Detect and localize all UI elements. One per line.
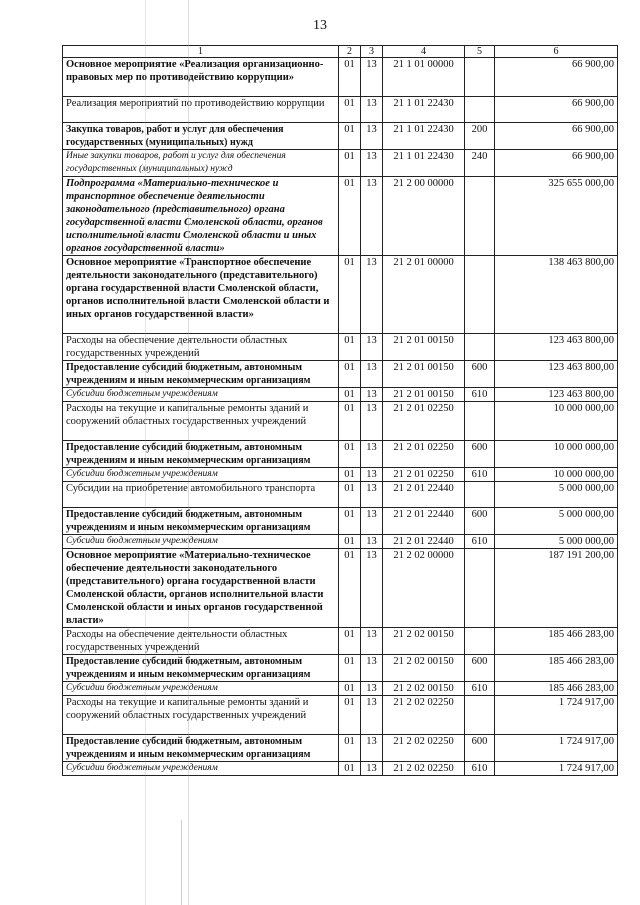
expense-type-cell: 610: [465, 762, 495, 776]
subsection-code-cell: 13: [361, 696, 383, 735]
section-code-cell: 01: [339, 97, 361, 123]
section-code-cell: 01: [339, 388, 361, 402]
target-article-cell: 21 2 01 02250: [383, 441, 465, 468]
expense-type-cell: 600: [465, 441, 495, 468]
section-code-cell: 01: [339, 762, 361, 776]
amount-cell: 10 000 000,00: [495, 402, 618, 441]
section-code-cell: 01: [339, 361, 361, 388]
target-article-cell: 21 2 02 00150: [383, 628, 465, 655]
amount-cell: 1 724 917,00: [495, 696, 618, 735]
header-col-2: 2: [339, 46, 361, 58]
target-article-cell: 21 2 01 00150: [383, 361, 465, 388]
section-code-cell: 01: [339, 482, 361, 508]
target-article-cell: 21 2 01 02250: [383, 468, 465, 482]
amount-cell: 10 000 000,00: [495, 441, 618, 468]
amount-cell: 10 000 000,00: [495, 468, 618, 482]
header-col-5: 5: [465, 46, 495, 58]
target-article-cell: 21 2 01 00150: [383, 334, 465, 361]
section-code-cell: 01: [339, 628, 361, 655]
subsection-code-cell: 13: [361, 735, 383, 762]
amount-cell: 66 900,00: [495, 150, 618, 177]
section-code-cell: 01: [339, 334, 361, 361]
subsection-code-cell: 13: [361, 402, 383, 441]
section-code-cell: 01: [339, 549, 361, 628]
section-code-cell: 01: [339, 402, 361, 441]
subsection-code-cell: 13: [361, 58, 383, 97]
name: Расходы на текущие и капитальные ремонты зданий и сооружений областных государственных учреждений: [63, 696, 339, 735]
expense-type-cell: 240: [465, 150, 495, 177]
amount-cell: 123 463 800,00: [495, 361, 618, 388]
amount-cell: 185 466 283,00: [495, 682, 618, 696]
header-col-6: 6: [495, 46, 618, 58]
expense-type-cell: 200: [465, 123, 495, 150]
amount-cell: 185 466 283,00: [495, 628, 618, 655]
expense-type-cell: [465, 402, 495, 441]
expense-type-cell: 610: [465, 388, 495, 402]
subsection-code-cell: 13: [361, 441, 383, 468]
name: Расходы на обеспечение деятельности областных государственных учреждений: [63, 628, 339, 655]
page-number: 13: [313, 18, 327, 33]
expense-type-cell: 600: [465, 361, 495, 388]
expense-type-cell: 600: [465, 508, 495, 535]
target-article-cell: 21 1 01 22430: [383, 97, 465, 123]
expense-type-cell: [465, 334, 495, 361]
amount-cell: 1 724 917,00: [495, 762, 618, 776]
name: Основное мероприятие «Транспортное обеспечение деятельности законодательного (представительного) органа государственной власти Смоленской области, органов исполнительной власти Смоленской области и иных органов государственной власти»: [63, 256, 339, 334]
section-code-cell: 01: [339, 256, 361, 334]
name: Закупка товаров, работ и услуг для обеспечения государственных (муниципальных) нужд: [63, 123, 339, 150]
subsection-code-cell: 13: [361, 482, 383, 508]
subsection-code-cell: 13: [361, 468, 383, 482]
target-article-cell: 21 2 00 00000: [383, 177, 465, 256]
amount-cell: 66 900,00: [495, 123, 618, 150]
section-code-cell: 01: [339, 150, 361, 177]
subsection-code-cell: 13: [361, 762, 383, 776]
target-article-cell: 21 1 01 00000: [383, 58, 465, 97]
target-article-cell: 21 2 01 22440: [383, 535, 465, 549]
expense-type-cell: 610: [465, 535, 495, 549]
name: Предоставление субсидий бюджетным, автономным учреждениям и иным некоммерческим организациям: [63, 441, 339, 468]
expense-type-cell: [465, 177, 495, 256]
target-article-cell: 21 2 02 02250: [383, 735, 465, 762]
expense-type-cell: [465, 549, 495, 628]
expense-type-cell: 610: [465, 468, 495, 482]
name: Субсидии бюджетным учреждениям: [63, 762, 339, 776]
amount-cell: 5 000 000,00: [495, 482, 618, 508]
section-code-cell: 01: [339, 682, 361, 696]
name: Субсидии бюджетным учреждениям: [63, 535, 339, 549]
expense-type-cell: [465, 696, 495, 735]
name: Субсидии бюджетным учреждениям: [63, 682, 339, 696]
expense-type-cell: [465, 58, 495, 97]
section-code-cell: 01: [339, 735, 361, 762]
name: Основное мероприятие «Материально-техническое обеспечение деятельности законодательного (представительного) органа государственной власти Смоленской области, органов исполнительной власти Смоленской области и иных органов государственной власти»: [63, 549, 339, 628]
target-article-cell: 21 2 02 02250: [383, 762, 465, 776]
expense-type-cell: 600: [465, 735, 495, 762]
name: Субсидии бюджетным учреждениям: [63, 468, 339, 482]
subsection-code-cell: 13: [361, 177, 383, 256]
header-col-1: 1: [63, 46, 339, 58]
expense-type-cell: 610: [465, 682, 495, 696]
scan-artifact-line: [145, 0, 146, 905]
name: Предоставление субсидий бюджетным, автономным учреждениям и иным некоммерческим организациям: [63, 655, 339, 682]
subsection-code-cell: 13: [361, 655, 383, 682]
name: Иные закупки товаров, работ и услуг для обеспечения государственных (муниципальных) нужд: [63, 150, 339, 177]
subsection-code-cell: 13: [361, 334, 383, 361]
section-code-cell: 01: [339, 468, 361, 482]
name: Предоставление субсидий бюджетным, автономным учреждениям и иным некоммерческим организациям: [63, 361, 339, 388]
subsection-code-cell: 13: [361, 628, 383, 655]
amount-cell: 1 724 917,00: [495, 735, 618, 762]
name: Расходы на обеспечение деятельности областных государственных учреждений: [63, 334, 339, 361]
name: Предоставление субсидий бюджетным, автономным учреждениям и иным некоммерческим организациям: [63, 508, 339, 535]
amount-cell: 66 900,00: [495, 97, 618, 123]
subsection-code-cell: 13: [361, 97, 383, 123]
scan-artifact-line: [188, 0, 189, 905]
subsection-code-cell: 13: [361, 123, 383, 150]
section-code-cell: 01: [339, 696, 361, 735]
target-article-cell: 21 2 01 00150: [383, 388, 465, 402]
name: Субсидии на приобретение автомобильного транспорта: [63, 482, 339, 508]
target-article-cell: 21 2 01 22440: [383, 482, 465, 508]
subsection-code-cell: 13: [361, 535, 383, 549]
header-col-4: 4: [383, 46, 465, 58]
name: Основное мероприятие «Реализация организационно-правовых мер по противодействию коррупции»: [63, 58, 339, 97]
expense-type-cell: 600: [465, 655, 495, 682]
expense-type-cell: [465, 628, 495, 655]
name: Расходы на текущие и капитальные ремонты зданий и сооружений областных государственных учреждений: [63, 402, 339, 441]
amount-cell: 5 000 000,00: [495, 508, 618, 535]
section-code-cell: 01: [339, 441, 361, 468]
section-code-cell: 01: [339, 123, 361, 150]
subsection-code-cell: 13: [361, 508, 383, 535]
name: Предоставление субсидий бюджетным, автономным учреждениям и иным некоммерческим организациям: [63, 735, 339, 762]
subsection-code-cell: 13: [361, 256, 383, 334]
target-article-cell: 21 2 01 00000: [383, 256, 465, 334]
subsection-code-cell: 13: [361, 150, 383, 177]
section-code-cell: 01: [339, 535, 361, 549]
amount-cell: 66 900,00: [495, 58, 618, 97]
target-article-cell: 21 1 01 22430: [383, 123, 465, 150]
target-article-cell: 21 2 01 02250: [383, 402, 465, 441]
amount-cell: 325 655 000,00: [495, 177, 618, 256]
target-article-cell: 21 2 02 02250: [383, 696, 465, 735]
scan-artifact-line: [181, 820, 182, 905]
section-code-cell: 01: [339, 58, 361, 97]
name: Подпрограмма «Материально-техническое и транспортное обеспечение деятельности законодательного (представительного) органа государственной власти Смоленской области, органов исполнительной власти Смоленской области и иных органов государственной власти»: [63, 177, 339, 256]
expense-type-cell: [465, 482, 495, 508]
name: Субсидии бюджетным учреждениям: [63, 388, 339, 402]
section-code-cell: 01: [339, 508, 361, 535]
name: Реализация мероприятий по противодействию коррупции: [63, 97, 339, 123]
header-col-3: 3: [361, 46, 383, 58]
subsection-code-cell: 13: [361, 549, 383, 628]
target-article-cell: 21 2 01 22440: [383, 508, 465, 535]
section-code-cell: 01: [339, 177, 361, 256]
target-article-cell: 21 1 01 22430: [383, 150, 465, 177]
amount-cell: 123 463 800,00: [495, 334, 618, 361]
expense-type-cell: [465, 256, 495, 334]
target-article-cell: 21 2 02 00150: [383, 655, 465, 682]
subsection-code-cell: 13: [361, 361, 383, 388]
subsection-code-cell: 13: [361, 388, 383, 402]
amount-cell: 5 000 000,00: [495, 535, 618, 549]
subsection-code-cell: 13: [361, 682, 383, 696]
amount-cell: 187 191 200,00: [495, 549, 618, 628]
target-article-cell: 21 2 02 00150: [383, 682, 465, 696]
target-article-cell: 21 2 02 00000: [383, 549, 465, 628]
expense-type-cell: [465, 97, 495, 123]
amount-cell: 185 466 283,00: [495, 655, 618, 682]
amount-cell: 138 463 800,00: [495, 256, 618, 334]
amount-cell: 123 463 800,00: [495, 388, 618, 402]
section-code-cell: 01: [339, 655, 361, 682]
